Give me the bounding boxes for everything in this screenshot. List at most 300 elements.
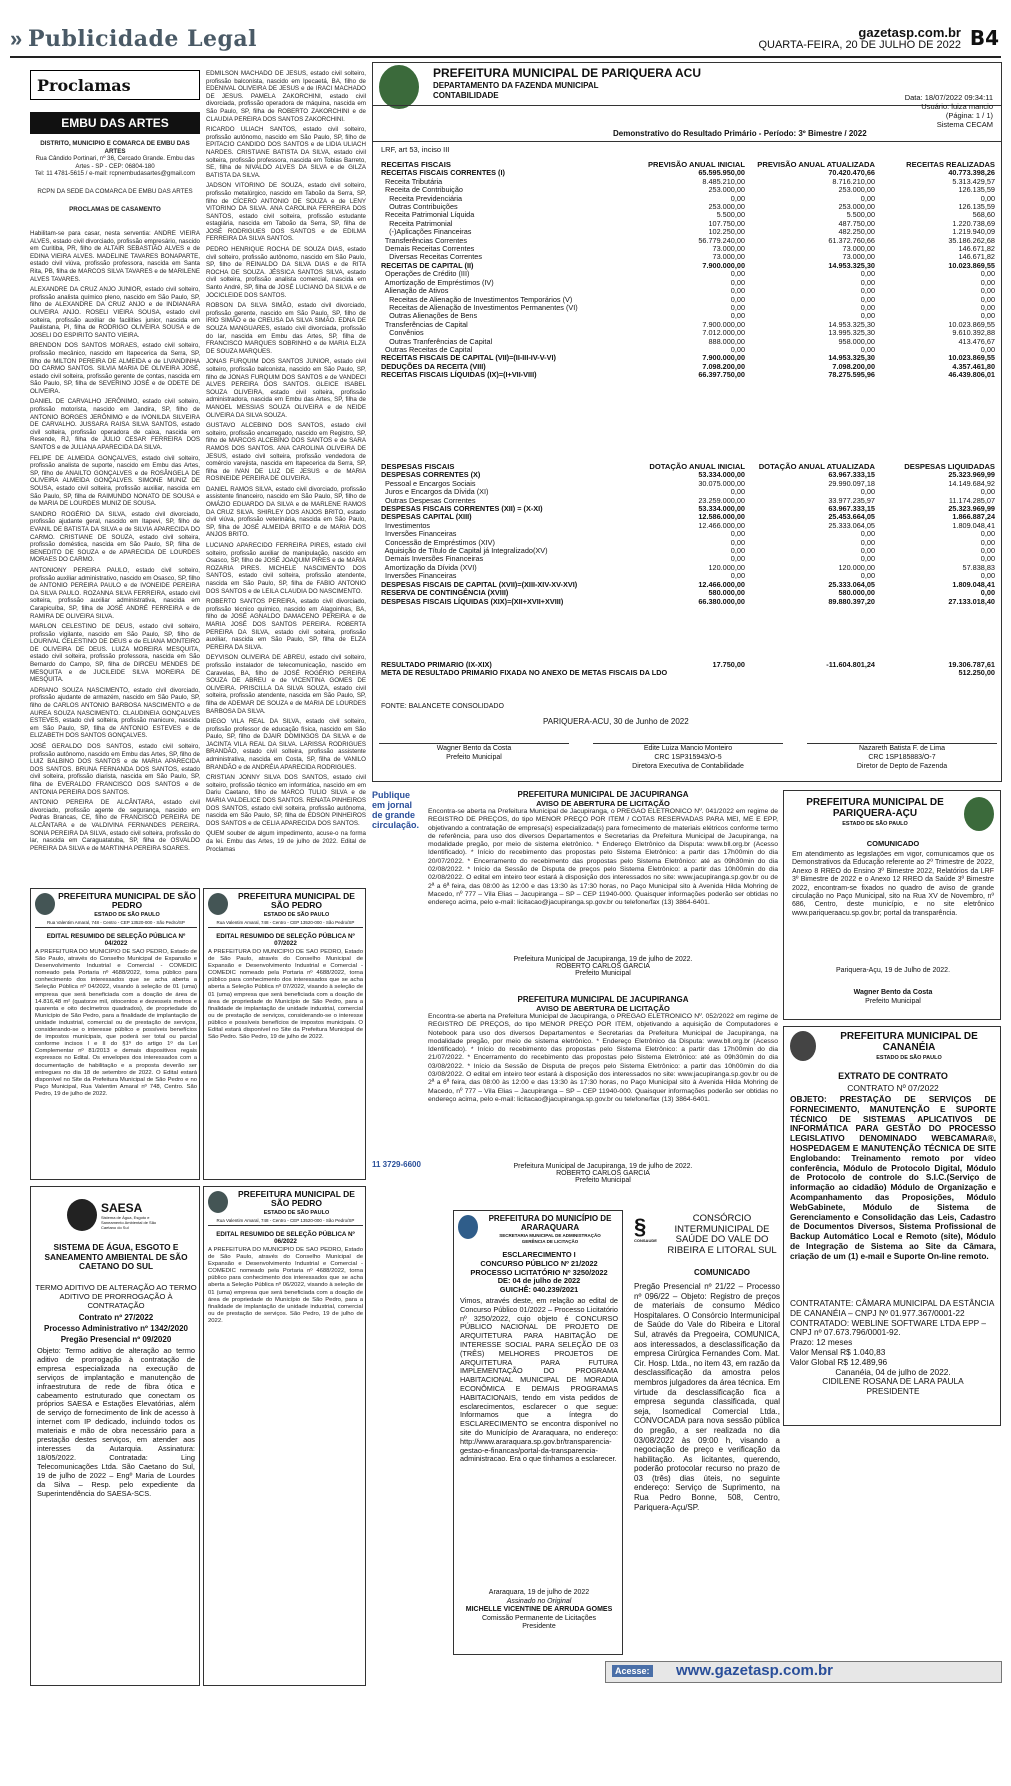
pc-org: PREFEITURA MUNICIPAL DE PARIQUERA-AÇU bbox=[806, 797, 944, 819]
row-value: 0,00 bbox=[730, 529, 745, 539]
row-value: 120.000,00 bbox=[838, 562, 875, 572]
row-label: RECEITAS FISCAIS DE CAPITAL (VII)=(II-III-IV-V-VI) bbox=[381, 353, 556, 363]
row-value: 7.900.000,00 bbox=[702, 260, 745, 270]
table-row bbox=[379, 279, 997, 287]
can-body: OBJETO: PRESTAÇÃO DE SERVIÇOS DE FORNECIMENTO, MANUTENÇÃO E SUPORTE TÉCNICO DE SISTEMAS APLICATIVOS DE INFORMÁTICA PARA GESTÃO DO PROCESSO LEGISLATIVO DENOMINADO WEBCAMARA®, HOSPEDAGEM E MANUTENÇÃO TÉCNICA DE SITE Englobando: Treinamento remoto por vídeo conferência, Módulo de Protocolo Digital, Módulo de Protocolo de controle do S.I.C.(Serviço de informação ao cidadão) Módulo de Organização e Acompanhamento das Proposições, Módulo WebGabinete, Módulo de Sistema de Gerenciamento e Consolidação das Leis, Cadastro de Documentos Diversos, Sistema Profissional de Backup Automático Local e Remoto (site), Módulo de Integração de Sistema ao Site da Câmara, criação de um (1) e-mail e Suporte On-line remoto. bbox=[790, 1095, 996, 1261]
header-rule bbox=[10, 56, 1001, 58]
can-role: PRESIDENTE bbox=[866, 1386, 920, 1397]
row-value: 0,00 bbox=[980, 529, 995, 539]
row-value: 25.323.969,99 bbox=[948, 504, 995, 514]
jacupiranga-notice-2 bbox=[428, 995, 778, 1200]
row-label: Outras Tranferências de Capital bbox=[381, 336, 493, 346]
pc-date: Pariquera-Açu, 19 de Julho de 2022. bbox=[835, 967, 951, 974]
footer-label: Acesse: bbox=[612, 1665, 653, 1677]
row-label: Receita Patrimonial Líquida bbox=[381, 210, 475, 220]
proclama-entry: ADRIANO SOUZA NASCIMENTO, estado civil divorciado, profissão ajudante de armazém, nascido em São Paulo, SP, filho de CARLOS ANTONIO BARBOSA NASCIMENTO e de AUREA SOUZA NASCIMENTO. CLAUDINEIA GONÇALVES ESTEVES, estado civil solteira, profissão manicure, nascida em São Paulo, SP, filha de ANTONIO ESTEVES e de ELIZABETH DOS SANTOS GONÇALVES. bbox=[30, 686, 200, 740]
office-address: Rua Cândido Portinari, nº 36, Cercado Grande. Embu das Artes - SP - CEP: 06804-180 bbox=[35, 155, 195, 170]
page-number: B4 bbox=[969, 26, 999, 50]
table-header: RECEITAS FISCAIS bbox=[381, 160, 451, 169]
row-value: 10.023.869,55 bbox=[948, 353, 995, 363]
row-label: RECEITAS FISCAIS LÍQUIDAS (IX)=(I+VII-VIII) bbox=[381, 370, 537, 380]
table-row bbox=[379, 195, 997, 203]
row-label: Outras Contribuições bbox=[381, 202, 458, 212]
row-value: 146.671,82 bbox=[958, 252, 995, 262]
sp1-title: EDITAL RESUMIDO DE SELEÇÃO PÚBLICA Nº 04/2022 bbox=[46, 933, 186, 947]
row-label: Transferências de Capital bbox=[381, 319, 468, 329]
row-value: 66.380.000,00 bbox=[698, 596, 745, 606]
row-value: 12.586.000,00 bbox=[698, 512, 745, 522]
proclama-entry: Habilitam-se para casar, nesta serventia: ANDRÉ VIEIRA ALVES, estado civil divorciado, profissão empresário, nascido em Curitiba, PR, filho de ALTAIR SEBASTIÃO ALVES e de EDINA VIEIRA ALVES. MADELINE TAVARES BONAPARTE, estado civil viúva, profissão professora, nascida em Santa Rita, PB, filha de MARCOS SILVA TAVARES e de MARILENE ALVES TAVARES. bbox=[30, 230, 200, 283]
saesa-drop-icon bbox=[67, 1199, 97, 1231]
proclama-entry: JOSÉ GERALDO DOS SANTOS, estado civil solteiro, profissão autônomo, nascido em Embu das Artes, SP, filho de LUIZ BALBINO DOS SANTOS e de MARIA APARECIDA DOS SANTOS. BRUNA FERNANDA DOS SANTOS, estado civil solteira, profissão diarista, nascida em São Paulo, SP, filha de EVERALDO FRANCISCO DOS SANTOS e de ANTONIA PEREIRA DOS SANTOS. bbox=[30, 743, 200, 796]
table-row bbox=[379, 598, 997, 606]
jac2-body: Encontra-se aberta na Prefeitura Municipal de Jacupiranga, o PREGÃO ELETRÔNICO Nº. 052/2022 em regime de REGISTRO DE PREÇOS, do tipo MENOR PREÇO POR ITEM, objetivando a aquisição de Computadores e Notebook para uso dos diversos Departamentos e Secretarias da Prefeitura Municipal de Jacupiranga, na modalidade pregão, por meio de sistema eletrônico. * Endereço Eletrônico da Disputa: www.bll.org.br (Acesso Identificado). * Início do recebimento das propostas pelo Sistema Eletrônico: a partir das 17h00min do dia 21/07/2022. * Encerramento do recebimento das propostas pelo Sistema Eletrônico: até as 09h30min do dia 03/08/2022. * Início da Sessão de Disputa de preços pelo Sistema Eletrônico: a partir das 10h00min do dia 03/08/2022. O edital em inteiro teor estará à disposição dos interessados no site: www.jacupiranga.sp.gov.br ou de 2ª a 6ª feira, das 08:00 às 12:00 e das 13:30 às 17:30 horas, no Paço Municipal sito à Avenida Hilda Mohring de Macedo, nº 777 – Vila Elias – Jacupiranga – SP – CEP 11940-000. Quaisquer informações poderão ser obtidas no endereço acima, pelo e-mail: licitacao@jacupiranga.sp.gov.br ou telefone/fax (13) 3864-6401. bbox=[428, 1013, 778, 1103]
saesa-logo-name: SAESA bbox=[101, 1201, 143, 1215]
table-row bbox=[379, 262, 997, 270]
row-value: 0,00 bbox=[730, 546, 745, 556]
sp3-body: A PREFEITURA DO MUNICÍPIO DE SÃO PEDRO, Estado de São Paulo, através do Conselho Municipal de Expansão e Desenvolvimento Industrial e Comercial - COMEDIC nomeado pela Portaria nº 4688/2022, torna público para conhecimento dos interessados que se acha aberta a Seleção Pública nº 06/2022, visando à seleção de 01 (uma) empresa que será beneficiada com a doação de área de propriedade do Município de São Pedro, para a finalidade de implantação de unidade industrial, comercial ou de prestação de serviços. São Pedro, 19 de julho de 2022. bbox=[208, 1247, 363, 1324]
can-contract: CONTRATO Nº 07/2022 bbox=[847, 1083, 939, 1093]
proclama-entry: ROBERTO SANTOS PEREIRA, estado civil divorciado, profissão técnico químico, nascido em Alagoinhas, BA, filho de JOSÉ AGNALDO DAMACENO PEREIRA e de MARIA JOSÉ DOS SANTOS PEREIRA. ROBERTA PEREIRA DA SILVA, estado civil solteira, profissão auxiliar, nascida em São Paulo, SP, filha de ELZA PEREIRA DA SILVA. bbox=[206, 598, 366, 651]
sao-pedro-notice-2 bbox=[203, 888, 366, 1180]
result-label: RESULTADO PRIMARIO (IX-XIX) bbox=[381, 660, 492, 669]
cons-title: CONSÓRCIO INTERMUNICIPAL DE SAÚDE DO VALE DO RIBEIRA E LITORAL SUL bbox=[667, 1213, 777, 1256]
row-value: 0,00 bbox=[860, 193, 875, 203]
sp3-address: Rua Valentim Amaral, 748 - Centro - CEP 13520-000 - São Pedro/SP bbox=[208, 1218, 363, 1226]
row-value: 0,00 bbox=[860, 302, 875, 312]
despesas-table bbox=[379, 463, 997, 606]
row-value: 78.275.595,96 bbox=[828, 370, 875, 380]
proclamas-column-2 bbox=[206, 70, 366, 885]
can-date: Cananéia, 04 de julho de 2022. bbox=[835, 1366, 951, 1377]
row-label: Receita Previdenciária bbox=[381, 193, 463, 203]
publique-phone[interactable]: 11 3729-6600 bbox=[372, 1160, 421, 1169]
row-value: 253.000,00 bbox=[708, 202, 745, 212]
row-value: 66.397.750,00 bbox=[698, 370, 745, 380]
signature-role: Diretora Executiva de Contabilidade bbox=[632, 763, 744, 770]
proclamas-office bbox=[30, 140, 200, 230]
sp2-title: EDITAL RESUMIDO DE SELEÇÃO PÚBLICA Nº 07/2022 bbox=[216, 933, 355, 947]
sao-pedro-notice-1 bbox=[30, 888, 200, 1180]
row-value: 14.953.325,30 bbox=[828, 319, 875, 329]
pariquera-crest-icon bbox=[379, 65, 419, 109]
row-label: Outras Despesas Correntes bbox=[381, 495, 476, 505]
report-page: (Página: 1 / 1) bbox=[945, 111, 993, 120]
proclama-entry: FELIPE DE ALMEIDA GONÇALVES, estado civil solteiro, profissão analista de suporte, nascido em Embu das Artes, SP, filho de ANAILTO GONÇALVES e de ROSÂNGELA DE OLIVEIRA ALMEIDA GONÇALVES. SIMONE MUNIZ DE SOUSA, estado civil solteira, profissão auxiliar, nascida em São Paulo, SP, filha de RAIMUNDO NONATO DE SOUSA e de MARIA DE LOURDES MUNIZ DE SOUSA. bbox=[30, 454, 200, 508]
ara-org: PREFEITURA DO MUNICÍPIO DE ARARAQUARA bbox=[488, 1214, 612, 1232]
result-atualizada: -11.604.801,24 bbox=[826, 660, 875, 669]
row-value: 580.000,00 bbox=[838, 588, 875, 598]
row-value: 46.439.806,01 bbox=[948, 370, 995, 380]
sp1-state: ESTADO DE SÃO PAULO bbox=[94, 912, 160, 918]
row-value: 580.000,00 bbox=[708, 588, 745, 598]
row-value: 10.023.869,55 bbox=[948, 260, 995, 270]
row-value: 0,00 bbox=[730, 344, 745, 354]
row-value: 413.476,67 bbox=[958, 336, 995, 346]
row-value: 53.334.000,00 bbox=[698, 504, 745, 514]
row-label: Amortização de Empréstimos (IV) bbox=[381, 277, 494, 287]
proclama-entry: DIEGO VILA REAL DA SILVA, estado civil solteiro, profissão professor de educação física, nascido em São Paulo, SP, filho de DJAIR DOMINGOS DA SILVA e de JACINTA VILA REAL DA SILVA. LARISSA RODRIGUES BRANDÃO, estado civil solteira, profissão assistente administrativa, nascida em Costa, SP, filha de VANILO BRANDÃO e de ANDRÉIA APARECIDA RODRIGUES. bbox=[206, 718, 366, 771]
row-value: 0,00 bbox=[980, 554, 995, 564]
row-label: Diversas Receitas Correntes bbox=[381, 252, 482, 262]
saesa-logo bbox=[67, 1195, 167, 1235]
row-value: 126.135,59 bbox=[958, 185, 995, 195]
row-value: 0,00 bbox=[860, 546, 875, 556]
row-label: Demais Receitas Correntes bbox=[381, 244, 475, 254]
table-row bbox=[379, 513, 997, 521]
rcpn-line: RCPN DA SEDE DA COMARCA DE EMBU DAS ARTES bbox=[37, 187, 193, 195]
row-label: Demais Inversões Financeiras bbox=[381, 554, 484, 564]
cons-body: Pregão Presencial nº 21/22 – Processo nº 096/22 – Objeto: Registro de preços de materiais de consumo Médico Hospitalares. O Consórcio Intermunicipal de Saúde do Vale do Ribeira e Litoral Sul, através da Pregoeira, COMUNICA, aos interessados, a desclassificação da empresa Cirúrgica Fernandes Com. Mat. Cir. Hosp. Ltda., no item 43, em razão da desclassificação da amostra pelos membros julgadores da área técnica. Em virtude da desclassificação fica a empresa segunda classificada, qual seja, Isomedical Comercial Ltda., CONVOCADA para nova sessão pública do pregão, a ser realizada no dia 03/08/2022 às 09:00 h, visando a negociação de preço e verificação da habilitação. As licitantes, querendo, poderão protocolar recurso no prazo de 03 (três) dias úteis, no seguinte endereço: Serviço de Suprimento, na Rua Pedro Bonne, 508, Centro, Pariquera-Açu/SP. bbox=[634, 1282, 780, 1512]
saesa-notice bbox=[30, 1186, 200, 1686]
row-value: 57.838,83 bbox=[962, 562, 995, 572]
row-label: DESPESAS FISCAIS LÍQUIDAS (XIX)=(XII+XVII+XVIII) bbox=[381, 596, 564, 606]
proclama-entry: DANIEL RAMOS SILVA, estado civil divorciado, profissão assistente financeiro, nascido em São Paulo, SP, filho de OMÁZIO EDUARDO DA SILVA e de MARLENE RAMOS DA CRUZ SILVA. SHIRLEY DOS ANJOS BRITO, estado civil viúva, profissão veterinária, nascida em São Paulo, SP, filha de JOSÉ ALMEIDA BRITO e de MARIA DOS ANJOS BRITO. bbox=[206, 485, 366, 539]
proclama-entry: JADSON VITORINO DE SOUZA, estado civil solteiro, profissão metalúrgico, nascido em Taboão da Serra, SP, filho de CÍCERO ANTONIO DE SOUZA e de LENY VITORINO DA SILVA. ANA CAROLINA FERREIRA DOS SANTOS, estado civil solteira, profissão estudante estagiária, nascida em Taboão da Serra, SP, filha de JOSÉ RODRIGUES DOS SANTOS e de EDILMA FERREIRA DA SILVA SANTOS. bbox=[206, 182, 366, 243]
consaude-logo bbox=[634, 1216, 662, 1246]
row-label: Aquisição de Título de Capital já Integralizado(XV) bbox=[381, 546, 548, 556]
row-label: RECEITAS FISCAIS CORRENTES (I) bbox=[381, 168, 505, 178]
row-value: 5.313.429,57 bbox=[952, 176, 995, 186]
row-value: 73.000,00 bbox=[712, 252, 745, 262]
row-value: 0,00 bbox=[980, 487, 995, 497]
row-value: 0,00 bbox=[860, 311, 875, 321]
report-source: FONTE: BALANCETE CONSOLIDADO bbox=[381, 703, 504, 710]
jac2-signer: ROBERTO CARLOS GARCIA bbox=[556, 1170, 650, 1177]
proclama-entry: ANTONIONY PEREIRA PAULO, estado civil solteiro, profissão auxiliar administrativo, nascido em Osasco, SP, filho de ANTONIO PEREIRA PAULO e de IVONEIDE PEREIRA DA SILVA PAULO. ROZANNA SILVA FERREIRA, estado civil solteira, profissão auxiliar administrativa, nascida em Carapicuíba, SP, filha de JOSÉ ANDRÉ FERREIRA e de RAMIRA DE OLIVEIRA SILVA. bbox=[30, 566, 200, 620]
report-sub: CONTABILIDADE bbox=[433, 91, 499, 100]
row-value: 0,00 bbox=[980, 269, 995, 279]
row-value: 25.323.969,99 bbox=[948, 470, 995, 480]
jac2-org: PREFEITURA MUNICIPAL DE JACUPIRANGA bbox=[517, 995, 689, 1004]
proclamas-column-1 bbox=[30, 230, 200, 885]
row-value: 35.186.262,68 bbox=[948, 235, 995, 245]
row-value: 0,00 bbox=[730, 286, 745, 296]
row-value: 7.900.000,00 bbox=[702, 353, 745, 363]
ara-title4: DE: 04 de julho de 2022 bbox=[497, 1276, 581, 1286]
sp1-address: Rua Valentim Amaral, 748 - Centro - CEP 13520-000 - São Pedro/SP bbox=[35, 920, 197, 928]
proclama-entry: EDMILSON MACHADO DE JESUS, estado civil solteiro, profissão balconista, nascido em Ipecaetá, BA, filho de EDENIVAL OLIVEIRA DE JESUS e de IRACI MACHADO DE JESUS. PAMELA ZAKORCHINI, estado civil divorciada, profissão operadora de máquina, nascida em São Paulo, SP, filha de ROBERTO ZAKORCHINI e de CLAUDIA PEREIRA DOS SANTOS ZAKORCHINI. bbox=[206, 70, 366, 123]
publique-text: Publique em jornal de grande circulação. bbox=[372, 790, 420, 830]
report-system: Sistema CECAM bbox=[936, 120, 993, 129]
table-row bbox=[379, 178, 997, 186]
section-chevron-icon: » bbox=[10, 26, 23, 51]
table-row bbox=[379, 312, 997, 320]
row-value: 73.000,00 bbox=[842, 244, 875, 254]
row-label: Investimentos bbox=[381, 520, 431, 530]
row-value: 0,00 bbox=[980, 193, 995, 203]
row-value: 25.333.064,05 bbox=[828, 520, 875, 530]
row-value: 0,00 bbox=[980, 344, 995, 354]
table-row bbox=[379, 321, 997, 329]
araraquara-crest-icon bbox=[458, 1215, 478, 1239]
row-value: 63.967.333,15 bbox=[828, 504, 875, 514]
row-value: 0,00 bbox=[860, 529, 875, 539]
pc-role: Prefeito Municipal bbox=[865, 998, 921, 1005]
sp1-org: PREFEITURA MUNICIPAL DE SÃO PEDRO bbox=[58, 891, 196, 910]
sao-pedro-crest-icon bbox=[35, 893, 55, 915]
proclama-entry: GUSTAVO ALCEBINO DOS SANTOS, estado civil solteiro, profissão encarregado, nascido em Registro, SP, filho de MARCOS ALCEBINO DOS SANTOS e de SARA RAMOS DOS SANTOS. ANA CAROLINA OLIVEIRA DE JESUS, estado civil solteira, profissão vendedora de comércio varejista, nascida em Itapecerica da Serra, SP, filha de IVAN DE LUZ DE JESUS e de MARIA ROSINEIDE PEREIRA DE OLIVEIRA. bbox=[206, 422, 366, 483]
can-contratado: CONTRATADO: WEBLINE SOFTWARE LTDA EPP – CNPJ nº 07.673.796/0001-92. bbox=[790, 1317, 986, 1338]
report-title: Demonstrativo do Resultado Primário - Período: 3º Bimestre / 2022 bbox=[613, 129, 867, 138]
row-label: (-)Aplicações Financeiras bbox=[381, 227, 472, 237]
signature-name: Nazareth Batista F. de Lima bbox=[807, 743, 997, 753]
meta-value: 512.250,00 bbox=[958, 668, 995, 678]
row-value: 27.133.018,40 bbox=[948, 596, 995, 606]
row-value: 102.250,00 bbox=[708, 227, 745, 237]
row-value: 7.900.000,00 bbox=[702, 319, 745, 329]
sp2-org: PREFEITURA MUNICIPAL DE SÃO PEDRO bbox=[238, 891, 355, 910]
office-name: DISTRITO, MUNICÍPIO E COMARCA DE EMBU DAS ARTES bbox=[40, 140, 190, 155]
footer-access-bar[interactable] bbox=[605, 1661, 1002, 1683]
row-value: 1.809.048,41 bbox=[952, 579, 995, 589]
row-value: 8.716.210,00 bbox=[832, 176, 875, 186]
ara-date: Araraquara, 19 de julho de 2022 bbox=[488, 1589, 590, 1596]
row-value: 0,00 bbox=[980, 537, 995, 547]
row-value: 63.967.333,15 bbox=[828, 470, 875, 480]
despesas-table-wrap bbox=[379, 463, 997, 606]
proclama-entry: DEYVISON OLIVEIRA DE ABREU, estado civil solteiro, profissão instalador de telecomunicação, nascido em Caravelas, BA, filho de JOSÉ ROGÉRIO PEREIRA SOUZA DE ABREU e de VICENTINA GOMES DE OLIVEIRA. PRISCILLA DA SILVA SOUZA, estado civil solteira, profissão atendente, nascida em São Paulo, SP, filha de ADEMAR DE SOUZA e de MARIA DE LOURDES BARBOSA DA SILVA. bbox=[206, 654, 366, 715]
report-law: LRF, art 53, inciso III bbox=[381, 145, 450, 154]
row-value: 0,00 bbox=[860, 487, 875, 497]
signature-role: Diretor de Depto de Fazenda bbox=[856, 763, 948, 770]
row-value: 7.098.200,00 bbox=[832, 361, 875, 371]
ara-footer bbox=[458, 1589, 620, 1632]
row-label: Concessão de Empréstimos (XIV) bbox=[381, 537, 495, 547]
jacupiranga-notice-1 bbox=[428, 790, 778, 990]
row-value: 8.485.210,00 bbox=[702, 176, 745, 186]
report-date: Data: 18/07/2022 09:34:11 bbox=[904, 93, 993, 102]
row-label: Receitas de Alienação de Investimentos Temporários (V) bbox=[381, 294, 573, 304]
table-header: PREVISÃO ANUAL INICIAL bbox=[647, 160, 745, 169]
pariquera-report bbox=[372, 62, 1002, 782]
row-label: Transferências Correntes bbox=[381, 235, 467, 245]
row-value: 0,00 bbox=[730, 269, 745, 279]
jac1-signer: ROBERTO CARLOS GARCIA bbox=[556, 963, 650, 970]
jac1-footer: Prefeitura Municipal de Jacupiranga, 19 de julho de 2022. bbox=[513, 956, 693, 963]
sp2-body: A PREFEITURA DO MUNICÍPIO DE SÃO PEDRO, Estado de São Paulo, através do Conselho Municipal de Expansão e Desenvolvimento Industrial e Comercial - COMEDIC nomeado pela Portaria nº 4688/2022, torna público para conhecimento dos interessados que se acha aberta a Seleção Pública nº 07/2022, visando à seleção de 01 (uma) empresa que será beneficiada com a doação de área de propriedade do Município de São Pedro, para a finalidade de implantação de unidade industrial, comercial ou de prestação de serviços, considerando-se o interesse público e possíveis benefícios de impostos municipais. O Edital estará disponível no Site da Prefeitura Municipal de São Pedro. São Pedro, 19 de julho de 2022. bbox=[208, 949, 363, 1041]
table-row bbox=[379, 220, 997, 228]
row-value: 0,00 bbox=[860, 571, 875, 581]
proclama-entry: MARLON CELESTINO DE DEUS, estado civil solteiro, profissão vigilante, nascido em São Paulo, SP, filho de LOURIVAL CELESTINO DE DEUS e de ELIANA MONTEIRO DE OLIVEIRA DE DEUS. LUIZA MOREIRA MESQUITA, estado civil solteira, profissão professora, nascida em São Bernardo do Campo, SP, filha de DIRCEU MENDES DE MESQUITA e de JUCILEIDE SILVA MOREIRA DE MESQUITA. bbox=[30, 623, 200, 684]
saesa-subtitle: TERMO ADITIVO DE ALTERAÇÃO AO TERMO ADITIVO DE PRORROGAÇÃO À CONTRATAÇÃO bbox=[35, 1283, 197, 1310]
row-value: 487.750,00 bbox=[838, 218, 875, 228]
pc-state: ESTADO DE SÃO PAULO bbox=[842, 821, 908, 827]
can-mensal: Valor Mensal R$ 1.040,83 bbox=[790, 1346, 886, 1357]
meta-row bbox=[379, 669, 997, 677]
row-value: 0,00 bbox=[860, 294, 875, 304]
row-value: 0,00 bbox=[730, 487, 745, 497]
ara-sub: GERÊNCIA DE LICITAÇÃO bbox=[521, 1239, 579, 1244]
footer-url[interactable]: www.gazetasp.com.br bbox=[676, 1662, 833, 1679]
report-dept: DEPARTAMENTO DA FAZENDA MUNICIPAL bbox=[433, 81, 599, 90]
saesa-logo-tag: Sistema de Água, Esgoto e Saneamento Ambiental de São Caetano do Sul bbox=[101, 1215, 157, 1230]
row-value: 0,00 bbox=[980, 294, 995, 304]
row-value: 1.220.738,69 bbox=[952, 218, 995, 228]
sp3-title: EDITAL RESUMIDO DE SELEÇÃO PÚBLICA Nº 06/2022 bbox=[216, 1231, 355, 1245]
row-label: Pessoal e Encargos Sociais bbox=[381, 478, 476, 488]
row-value: 25.453.664,05 bbox=[828, 512, 875, 522]
ara-signer: MICHELLE VICENTINE DE ARRUDA GOMES bbox=[465, 1606, 613, 1614]
row-label: Juros e Encargos da Dívida (XI) bbox=[381, 487, 489, 497]
ara-title1: ESCLARECIMENTO I bbox=[502, 1250, 576, 1259]
receitas-table bbox=[379, 161, 997, 380]
row-value: 0,00 bbox=[980, 302, 995, 312]
signature-line2: CRC 1SP315943/O-5 bbox=[654, 754, 722, 761]
sp2-address: Rua Valentim Amaral, 748 - Centro - CEP 13520-000 - São Pedro/SP bbox=[208, 920, 363, 928]
saesa-title: SISTEMA DE ÁGUA, ESGOTO E SANEAMENTO AMBIENTAL DE SÃO CAETANO DO SUL bbox=[44, 1242, 188, 1271]
ara-title3: PROCESSO LICITATÓRIO Nº 3250/2022 bbox=[470, 1267, 608, 1277]
row-value: 107.750,00 bbox=[708, 218, 745, 228]
row-value: 53.334.000,00 bbox=[698, 470, 745, 480]
can-title: EXTRATO DE CONTRATO bbox=[838, 1071, 948, 1081]
signature-line2: CRC 1SP185883/O-7 bbox=[868, 754, 936, 761]
row-value: 958.000,00 bbox=[838, 336, 875, 346]
pariquera-comunicado bbox=[783, 790, 1001, 1020]
proclamas-heading: PROCLAMAS DE CASAMENTO bbox=[69, 205, 161, 213]
jac2-role: Prefeito Municipal bbox=[575, 1177, 631, 1184]
row-value: 482.250,00 bbox=[838, 227, 875, 237]
row-value: 13.995.325,30 bbox=[828, 328, 875, 338]
ara-assinado: Assinado no Original bbox=[506, 1597, 572, 1605]
can-contratante: CONTRATANTE: CÂMARA MUNICIPAL DA ESTÂNCIA DE CANANÉIA – CNPJ Nº 01.977.367/0001-22 bbox=[790, 1298, 994, 1318]
row-value: 73.000,00 bbox=[842, 252, 875, 262]
row-value: 0,00 bbox=[980, 588, 995, 598]
consaude-notice bbox=[630, 1210, 780, 1655]
row-value: 0,00 bbox=[730, 302, 745, 312]
proclama-entry: PEDRO HENRIQUE ROCHA DE SOUZA DIAS, estado civil solteiro, profissão autônomo, nascido em São Paulo, SP, filho de REINALDO DA SILVA DIAS e de RITA ROCHA DE SOUZA. JÉSSICA SANTOS SILVA, estado civil solteira, profissão analista comercial, nascida em Santo André, SP, filha de JOSÉ LUCIANO DA SILVA e de JOCICLEIDE DOS SANTOS. bbox=[206, 246, 366, 299]
sao-pedro-crest-icon bbox=[208, 893, 228, 915]
masthead-info bbox=[758, 26, 961, 52]
meta-label: META DE RESULTADO PRIMARIO FIXADA NO ANEXO DE METAS FISCAIS DA LDO bbox=[381, 668, 668, 678]
ara-dept: SECRETARIA MUNICIPAL DE ADMINISTRAÇÃO bbox=[499, 1233, 601, 1238]
row-label: Inversões Financeiras bbox=[381, 571, 457, 581]
result-realizada: 19.306.787,61 bbox=[948, 660, 995, 669]
row-value: 14.953.325,30 bbox=[828, 353, 875, 363]
saesa-pregao: Pregão Presencial nº 09/2020 bbox=[60, 1335, 172, 1344]
pariquera-crest-icon bbox=[964, 797, 994, 831]
signature-role: Prefeito Municipal bbox=[446, 754, 502, 761]
result-rows bbox=[379, 661, 997, 678]
row-value: 0,00 bbox=[730, 554, 745, 564]
jac2-footer: Prefeitura Municipal de Jacupiranga, 19 de julho de 2022. bbox=[513, 1163, 693, 1170]
row-value: 253.000,00 bbox=[838, 185, 875, 195]
row-label: Outras Receitas de Capital bbox=[381, 344, 473, 354]
row-value: 0,00 bbox=[860, 537, 875, 547]
proclama-entry: RICARDO ULIACH SANTOS, estado civil solteiro, profissão autônomo, nascido em São Paulo, SP, filho de EPITACIO CANDIDO DOS SANTOS e de LIDIA ULIACH NARDES. CRISTIANE BATISTA DA SILVA, estado civil solteira, profissão professora, nascida em Tobias Barreto, SE, filha de NIVALDO ALVES DA SILVA e de GILZA BATISTA DA SILVA. bbox=[206, 126, 366, 179]
table-header: DESPESAS LIQUIDADAS bbox=[904, 462, 995, 471]
sp2-state: ESTADO DE SÃO PAULO bbox=[263, 912, 330, 918]
site-name[interactable]: gazetasp.com.br bbox=[858, 25, 961, 40]
signature-block bbox=[807, 743, 997, 771]
row-value: 9.610.392,88 bbox=[952, 328, 995, 338]
jac1-title: AVISO DE ABERTURA DE LICITAÇÃO bbox=[536, 799, 670, 808]
jac1-body: Encontra-se aberta na Prefeitura Municipal de Jacupiranga, o PREGÃO ELETRÔNICO Nº. 041/2022 em regime de REGISTRO DE PREÇOS, do tipo MENOR PREÇO POR ITEM / COTAS RESERVADAS PARA MEI, ME E EPP, objetivando a contratação de empresa(s) especializada(s) para fornecimento de materiais elétricos conforme termo de referência, para uso dos diversos Departamentos e Secretarias da Prefeitura Municipal de Jacupiranga, na modalidade pregão, por meio de sistema eletrônico. * Endereço Eletrônico da Disputa: www.bll.org.br (Acesso Identificado). * Início do recebimento das propostas pelo Sistema Eletrônico: a partir das 17h00min do dia 20/07/2022. * Encerramento do recebimento das propostas pelo Sistema Eletrônico: até as 09h30min do dia 02/08/2022. * Início da Sessão de Disputa de preços pelo Sistema Eletrônico: a partir das 10h00min do dia 02/08/2022. O edital em inteiro teor estará à disposição dos interessados no site: www.jacupiranga.sp.gov.br ou de 2ª a 6ª feira, das 08:00 às 12:00 e das 13:30 às 17:30 horas, no Paço Municipal sito à Avenida Hilda Mohring de Macedo, nº 777 – Vila Elias – Jacupiranga – SP – CEP 11940-000. Quaisquer informações poderão ser obtidas no endereço acima, pelo e-mail: licitacao@jacupiranga.sp.gov.br ou telefone/fax (13) 3864-6401. bbox=[428, 808, 778, 907]
row-value: 89.880.397,20 bbox=[828, 596, 875, 606]
cananeia-notice bbox=[783, 1026, 1001, 1426]
sp1-body: A PREFEITURA DO MUNICÍPIO DE SÃO PEDRO, Estado de São Paulo, através do Conselho Municipal de Expansão e Desenvolvimento Industrial e Comercial - COMEDIC nomeado pela Portaria nº 4688/2022, torna público para conhecimento dos interessados que se acha aberta a Seleção Pública nº 04/2022, visando à seleção de 01 (uma) empresa que será beneficiada com a doação de área de 14.816,48 m² (quatorze mil, oitocentos e dezesseis metros e quarenta e oito decímetros quadrados), de propriedade do Município de São Pedro, para a finalidade de implantação de unidade industrial, comercial ou de prestação de serviços, considerando-se o interesse público e possíveis benefícios de impostos municipais, que poderá ser total ou parcial conforme incisos I e II do §1º do artigo 1º da Lei Complementar nº 81/2013 e demais dispositivos regais expressos no Edital. Os envelopes dos interessados com a documentação de habilitação e a proposta deverão ser entregues no dia 18 de setembro de 2022. O Edital estará disponível no Site da Prefeitura Municipal de São Pedro e no Paço Municipal, Rua Valentim Amaral nº 748, Centro. São Pedro, 19 de julho de 2022. bbox=[35, 949, 197, 1097]
ara-titles bbox=[458, 1251, 620, 1295]
row-label: Receita de Contribuição bbox=[381, 185, 463, 195]
proclama-entry: ANTONIO PEREIRA DE ALCÂNTARA, estado civil divorciado, profissão agente de segurança, nascido em Pedras Brancas, CE, filho de FRANCISCO PEREIRA DE ALCÂNTARA e de VALDIVINA FERNANDES PEREIRA. SONIA PEREIRA DA SILVA, estado civil solteira, profissão do lar, nascida em Caraguatatuba, SP, filha de OSVALDO PEREIRA DA SILVA e de MARTINHA PEREIRA SOARES. bbox=[30, 799, 200, 852]
row-value: 0,00 bbox=[860, 554, 875, 564]
row-label: Receita Patrimonial bbox=[381, 218, 453, 228]
can-signer: CIDILENE ROSANA DE LARA PAULA bbox=[822, 1376, 964, 1387]
saesa-process: Processo Administrativo nº 1342/2020 bbox=[43, 1324, 189, 1333]
row-value: 5.500,00 bbox=[846, 210, 875, 220]
row-value: 65.595.950,00 bbox=[698, 168, 745, 178]
row-label: Receitas de Alienação de Investimentos Permanentes (VI) bbox=[381, 302, 578, 312]
sao-pedro-notice-3 bbox=[203, 1186, 366, 1686]
row-label: DESPESAS FISCAIS CORRENTES (XII) = (X-XI) bbox=[381, 504, 543, 514]
row-value: 0,00 bbox=[860, 269, 875, 279]
row-label: DESPESAS CORRENTES (X) bbox=[381, 470, 481, 480]
edition-date: QUARTA-FEIRA, 20 DE JULHO DE 2022 bbox=[758, 39, 961, 51]
pc-title: COMUNICADO bbox=[866, 839, 920, 848]
pc-signer: Wagner Bento da Costa bbox=[853, 989, 933, 996]
row-value: 23.259.000,00 bbox=[698, 495, 745, 505]
table-header: PREVISÃO ANUAL ATUALIZADA bbox=[757, 160, 875, 169]
row-value: 0,00 bbox=[980, 546, 995, 556]
saesa-body: Objeto: Termo aditivo de alteração ao termo aditivo de prorrogação à contratação de empresa especializada na execução de serviços de implantação e manutenção de infraestrutura de rede de fibra ótica e cabeamento estruturado que conectam os próprios SAESA e Estações Elevatórias, além de serviço de fornecimento de link de acesso à internet com IP dedicado, incluindo todos os materiais e mão de obra necessário para a prestação destes serviços, em atender aos interesses da Autarquia. Assinatura: 18/05/2022. Contratada: Ling Telecomunicações Ltda. São Caetano do Sul, 19 de julho de 2022 – Engº Maria de Lourdes da Silva – Resp. pelo expediente da Superintendência do SAESA-SCS. bbox=[37, 1347, 195, 1498]
table-header: DESPESAS FISCAIS bbox=[381, 462, 455, 471]
can-prazo: Prazo: 12 meses bbox=[790, 1337, 853, 1348]
jac2-title: AVISO DE ABERTURA DE LICITAÇÃO bbox=[536, 1004, 670, 1013]
result-table bbox=[379, 661, 997, 678]
can-details bbox=[790, 1299, 996, 1397]
araraquara-notice bbox=[453, 1210, 623, 1655]
row-value: 568,60 bbox=[972, 210, 995, 220]
proclama-entry: JONAS FURQUIM DOS SANTOS JUNIOR, estado civil solteiro, profissão balconista, nascido em São Paulo, SP, filho de JONAS FURQUIM DOS SANTOS e de VANDECI ALVES PEREIRA DOS SANTOS. GLEICE ISABEL SOUZA OLIVEIRA, estado civil solteira, profissão administradora, nascida em Embu das Artes, SP, filha de MANOEL MESSIAS SOUZA OLIVEIRA e de NEIDE OLIVEIRA DA SILVA SOUZA. bbox=[206, 358, 366, 419]
section-title: Publicidade Legal bbox=[28, 26, 258, 52]
row-value: 29.990.097,18 bbox=[828, 478, 875, 488]
result-inicial: 17.750,00 bbox=[712, 660, 745, 669]
row-value: 61.372.760,66 bbox=[828, 235, 875, 245]
sp3-org: PREFEITURA MUNICIPAL DE SÃO PEDRO bbox=[238, 1189, 355, 1208]
cananeia-crest-icon bbox=[790, 1031, 816, 1061]
signature-name: Wagner Bento da Costa bbox=[379, 743, 569, 753]
row-value: 126.135,59 bbox=[958, 202, 995, 212]
report-meta bbox=[905, 93, 993, 129]
row-value: 73.000,00 bbox=[712, 244, 745, 254]
table-row bbox=[379, 228, 997, 236]
proclama-entry: SANDRO ROGÉRIO DA SILVA, estado civil divorciado, profissão ajudante geral, nascido em Itapevi, SP, filho de EVANIL DE BATISTA DA SILVA e de SILVIA APARECIDA DO CARMO. CRISTIANE DE SOUZA, estado civil solteira, profissão doméstica, nascida em São Paulo, SP, filha de BENEDITO DE SOUZA e de APARECIDA DE LOURDES MORAES DO CARMO. bbox=[30, 510, 200, 564]
proclama-entry: CRISTIAN JONNY SILVA DOS SANTOS, estado civil solteiro, profissão técnico em informática, nascido em em Dariu Caetano, filho de MARCO TULIO SILVA e de MARIA VALDELICE DOS SANTOS. RENATA PINHEIROS DOS SANTOS, estado civil solteira, profissão autônoma, nascida em São Paulo, SP, filha de EDSON PINHEIROS DOS SANTOS e de CELIA APARECIDA DOS SANTOS. bbox=[206, 774, 366, 827]
row-value: 888.000,00 bbox=[708, 336, 745, 346]
table-row bbox=[379, 211, 997, 219]
row-value: 253.000,00 bbox=[708, 185, 745, 195]
row-value: 0,00 bbox=[860, 286, 875, 296]
row-value: 146.671,82 bbox=[958, 244, 995, 254]
row-label: Amortização da Dívida (XVI) bbox=[381, 562, 477, 572]
row-label: DESPESAS FISCAIS DE CAPITAL (XVII)=(XIII-XIV-XV-XVI) bbox=[381, 579, 578, 589]
row-value: 25.333.064,05 bbox=[828, 579, 875, 589]
row-value: 70.420.470,66 bbox=[828, 168, 875, 178]
row-value: 12.466.000,00 bbox=[698, 579, 745, 589]
row-value: 0,00 bbox=[980, 286, 995, 296]
report-place-date: PARIQUERA-ACU, 30 de Junho de 2022 bbox=[543, 717, 689, 726]
consaude-logo-name: CONSAUDE bbox=[634, 1238, 657, 1243]
row-value: 0,00 bbox=[730, 537, 745, 547]
row-label: Receita Tributária bbox=[381, 176, 443, 186]
district-banner: EMBU DAS ARTES bbox=[30, 112, 200, 134]
publique-ad[interactable] bbox=[372, 790, 422, 880]
row-value: 0,00 bbox=[730, 571, 745, 581]
ara-title5: GUICHÊ: 040.239/2021 bbox=[499, 1285, 579, 1295]
can-state: ESTADO DE SÃO PAULO bbox=[876, 1055, 942, 1061]
row-value: 0,00 bbox=[980, 277, 995, 287]
report-rule-2 bbox=[373, 141, 1001, 142]
